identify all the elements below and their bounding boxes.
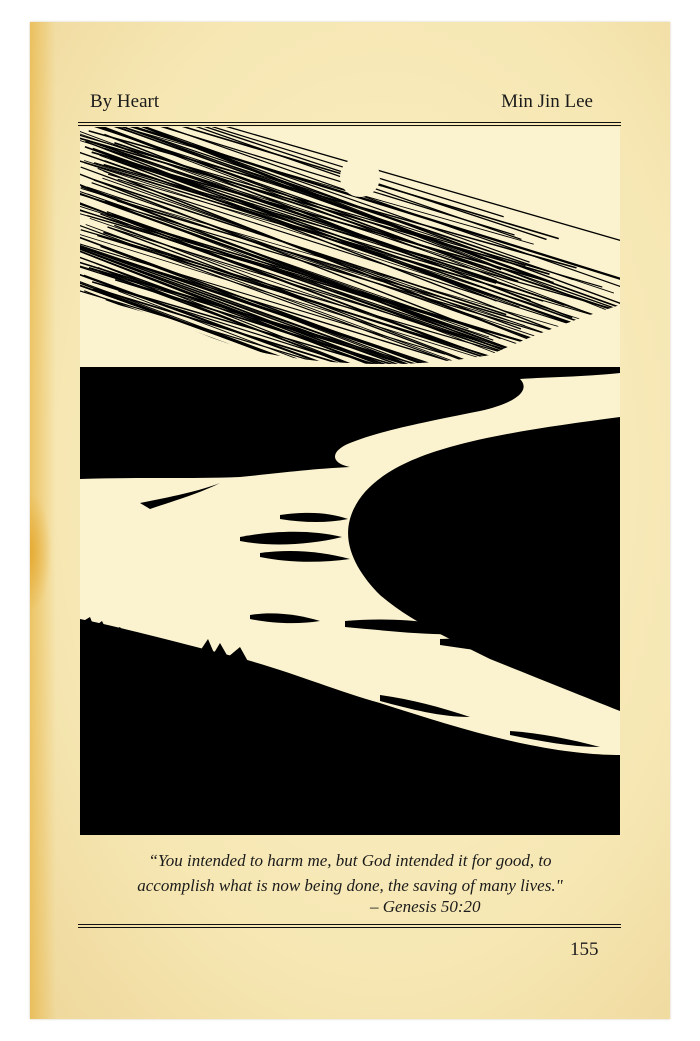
quote-attribution: – Genesis 50:20 [370,897,481,916]
river-illustration [80,127,620,835]
bottom-divider [78,924,621,928]
paper-stain [30,492,52,612]
page-number: 155 [570,939,599,960]
quote-line-1: “You intended to harm me, but God intended it for good, to [148,851,552,870]
quote-line-2: accomplish what is now being done, the saving of many lives." [137,876,563,895]
book-title: By Heart [90,91,160,112]
top-divider [78,122,621,126]
book-page [30,22,670,1019]
river-landscape-icon [80,127,620,835]
author-name: Min Jin Lee [501,91,593,112]
